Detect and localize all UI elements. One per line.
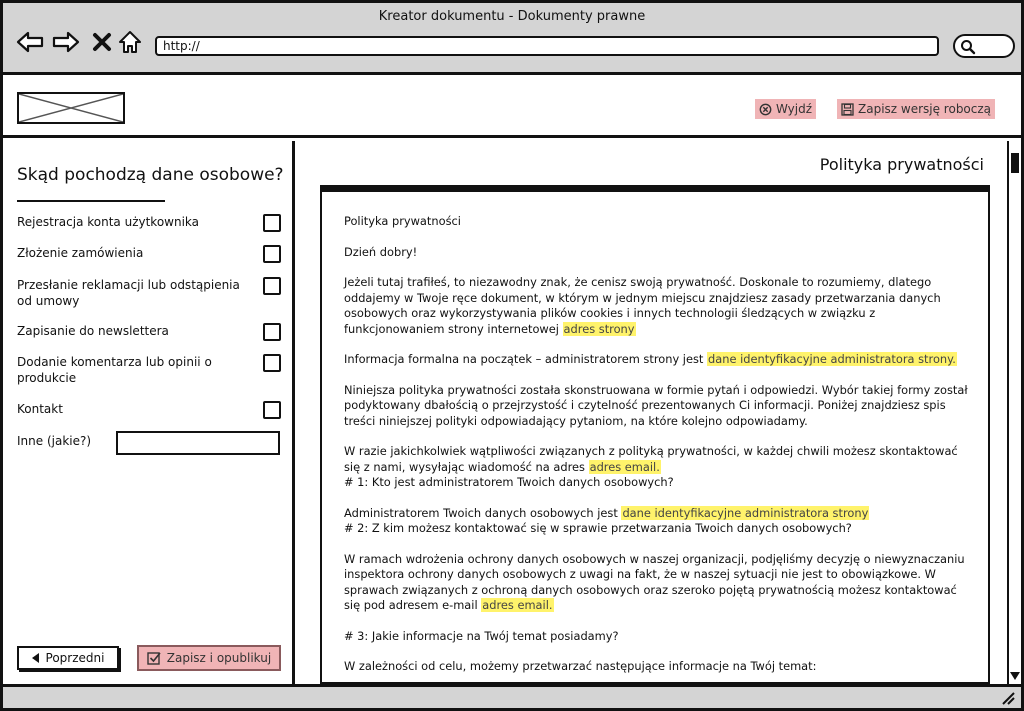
- other-input[interactable]: [116, 431, 280, 455]
- option-label: Kontakt: [17, 402, 63, 416]
- close-circle-icon: [759, 103, 772, 116]
- triangle-left-icon: [32, 653, 40, 663]
- doc-paragraph: [344, 275, 974, 337]
- doc-text: W razie jakichkolwiek wątpliwości związanych z polityką prywatności, w każdej chwili możesz skontaktować się z nami, wysyłając wiadomość na adres: [344, 444, 958, 474]
- title-underline: [17, 200, 165, 202]
- doc-paragraph: [344, 444, 974, 491]
- option-newsletter: [17, 323, 287, 339]
- option-label: Rejestracja konta użytkownika: [17, 215, 200, 229]
- home-icon[interactable]: [115, 27, 145, 57]
- document-body: [344, 214, 974, 684]
- app-header: [3, 78, 1021, 138]
- option-checkbox[interactable]: [263, 354, 281, 372]
- option-checkbox[interactable]: [263, 214, 281, 232]
- document-preview: [320, 185, 990, 684]
- doc-heading: Polityka prywatności: [344, 214, 461, 228]
- resize-grip-icon[interactable]: [1001, 691, 1015, 708]
- option-label: Zapisanie do newslettera: [17, 324, 169, 338]
- doc-text: Jeżeli tutaj trafiłeś, to niezawodny znak, że cenisz swoją prywatność. Doskonale to rozumiemy, dlatego oddajemy w Twoje ręce dokument, w którym w jednym miejscu znajdziesz zasady przetwarzania danych osobowych oraz wykorzystywania plików cookies i innych technologii śledzących w związku z funkcjonowaniem strony internetowej: [344, 275, 941, 336]
- document-panel: [298, 141, 1006, 684]
- doc-question: # 1: Kto jest administratorem Twoich danych osobowych?: [344, 475, 674, 489]
- option-checkbox[interactable]: [263, 323, 281, 341]
- other-label: Inne (jakie?): [17, 434, 92, 448]
- placeholder-highlight[interactable]: adres email.: [589, 459, 660, 474]
- checkbox-icon: [147, 651, 161, 665]
- data-source-form: [3, 141, 295, 684]
- placeholder-highlight[interactable]: dane identyfikacyjne administratora strony.: [708, 352, 956, 366]
- doc-text: Informacja formalna na początek – administratorem strony jest: [344, 352, 704, 366]
- floppy-disk-icon: [841, 103, 854, 116]
- option-order-placement: [17, 245, 287, 261]
- doc-paragraph: [344, 552, 974, 614]
- browser-toolbar: [3, 3, 1021, 75]
- browser-search-field[interactable]: [953, 34, 1015, 58]
- window-title: Kreator dokumentu - Dokumenty prawne: [378, 9, 646, 24]
- doc-question: # 2: Z kim możesz kontaktować się w sprawie przetwarzania Twoich danych osobowych?: [344, 521, 852, 535]
- scroll-thumb[interactable]: [1011, 153, 1019, 173]
- option-comment-review: [17, 354, 287, 386]
- document-panel-title: Polityka prywatności: [819, 155, 984, 174]
- option-checkbox[interactable]: [263, 277, 281, 295]
- previous-button[interactable]: [17, 646, 119, 670]
- back-icon[interactable]: [15, 27, 45, 57]
- scroll-down-arrow-icon[interactable]: [1010, 672, 1020, 682]
- placeholder-highlight[interactable]: dane identyfikacyjne administratora strony: [622, 505, 869, 520]
- search-icon: [960, 39, 976, 55]
- exit-button[interactable]: [755, 99, 816, 119]
- option-label: Dodanie komentarza lub opinii o produkcie: [17, 355, 212, 385]
- option-account-registration: [17, 214, 287, 230]
- doc-paragraph: [344, 506, 974, 537]
- option-checkbox[interactable]: [263, 245, 281, 263]
- option-contact: [17, 401, 287, 417]
- option-label: Przesłanie reklamacji lub odstąpienia od umowy: [17, 278, 240, 308]
- save-publish-button[interactable]: [137, 645, 281, 671]
- status-bar: [3, 684, 1021, 708]
- save-draft-button[interactable]: [837, 99, 995, 119]
- exit-label: Wyjdź: [776, 102, 813, 116]
- doc-question: # 3: Jakie informacje na Twój temat posiadamy?: [344, 628, 619, 643]
- doc-greeting: Dzień dobry!: [344, 244, 418, 259]
- doc-paragraph: [344, 352, 974, 368]
- url-input[interactable]: http://: [155, 36, 939, 56]
- logo-placeholder: [17, 92, 125, 124]
- doc-text: Administratorem Twoich danych osobowych jest: [344, 505, 618, 520]
- option-checkbox[interactable]: [263, 401, 281, 419]
- option-complaint-withdrawal: [17, 277, 287, 309]
- previous-label: Poprzedni: [45, 651, 105, 665]
- vertical-scrollbar[interactable]: [1007, 141, 1021, 684]
- doc-paragraph: W zależności od celu, możemy przetwarzać następujące informacje na Twój temat:: [344, 659, 817, 673]
- placeholder-highlight[interactable]: adres email.: [482, 598, 553, 612]
- forward-icon[interactable]: [51, 27, 81, 57]
- form-title: Skąd pochodzą dane osobowe?: [17, 165, 284, 185]
- stop-icon[interactable]: [87, 27, 117, 57]
- save-draft-label: Zapisz wersję roboczą: [858, 102, 992, 116]
- doc-paragraph: Niniejsza polityka prywatności została skonstruowana w formie pytań i odpowiedzi. Wybór takiej formy został podyktowany dbałością o przejrzystość i czytelność prezentowanych Ci informacji. Poniżej znajdziesz spis treści niniejszej polityki odpowiadający pytaniom, na które kolejno odpowiadamy.: [344, 382, 968, 428]
- placeholder-highlight[interactable]: adres strony: [563, 321, 635, 336]
- option-label: Złożenie zamówienia: [17, 246, 144, 260]
- doc-text: W ramach wdrożenia ochrony danych osobowych w naszej organizacji, podjęliśmy decyzję o niewyznaczaniu inspektora ochrony danych osobowych z uwagi na fakt, że w naszej sytuacji nie jest to obowiązkowe. W sprawach związanych z ochroną danych osobowych oraz szeroko pojętą prywatnością możesz kontaktować się pod adresem e-mail: [344, 551, 965, 612]
- save-publish-label: Zapisz i opublikuj: [166, 651, 272, 665]
